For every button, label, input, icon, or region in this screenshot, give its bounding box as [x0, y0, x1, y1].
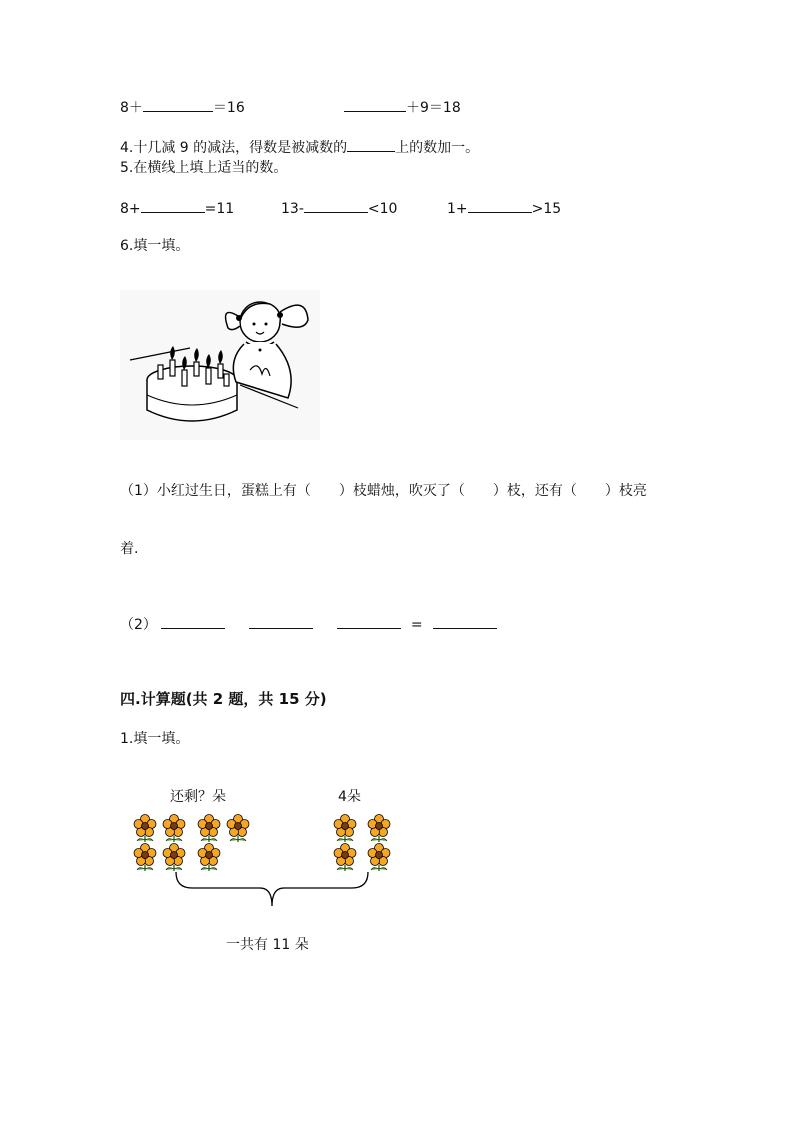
brace-icon: [172, 870, 372, 910]
answer-blank[interactable]: [304, 198, 368, 213]
answer-blank[interactable]: [161, 614, 225, 629]
equation-8-plus: 8＋ ＝16: [120, 97, 245, 117]
label-remaining: 还剩？朵: [170, 789, 226, 805]
answer-blank[interactable]: [337, 614, 401, 629]
question-6-title: 6.填一填。: [120, 238, 190, 254]
q6-part1-line1: （1）小红过生日，蛋糕上有（ ）枝蜡烛，吹灭了（ ）枝，还有（ ）枝亮: [120, 483, 647, 499]
q6-part2: （2） =: [120, 614, 497, 634]
equation-plus-9: ＋9＝18: [344, 97, 461, 117]
q6-part1-line2: 着.: [120, 541, 139, 557]
q5-item-3: 1+ >15: [447, 198, 561, 217]
answer-blank[interactable]: [143, 97, 213, 112]
q5-item-1: 8+ =11: [120, 198, 234, 217]
label-total: 一共有 11 朵: [226, 937, 309, 953]
q5-item-2: 13- <10: [281, 198, 397, 217]
answer-blank[interactable]: [468, 198, 532, 213]
section-4-heading: 四.计算题(共 2 题，共 15 分): [120, 690, 327, 708]
section-4-q1-title: 1.填一填。: [120, 731, 190, 747]
answer-blank[interactable]: [347, 137, 395, 152]
question-4: 4.十几减 9 的减法，得数是被减数的 上的数加一。: [120, 137, 479, 157]
answer-blank[interactable]: [141, 198, 205, 213]
answer-blank[interactable]: [344, 97, 406, 112]
birthday-girl-illustration: [120, 290, 320, 440]
question-5-title: 5.在横线上填上适当的数。: [120, 160, 288, 176]
answer-blank[interactable]: [249, 614, 313, 629]
label-four: 4朵: [338, 789, 361, 805]
answer-blank[interactable]: [433, 614, 497, 629]
